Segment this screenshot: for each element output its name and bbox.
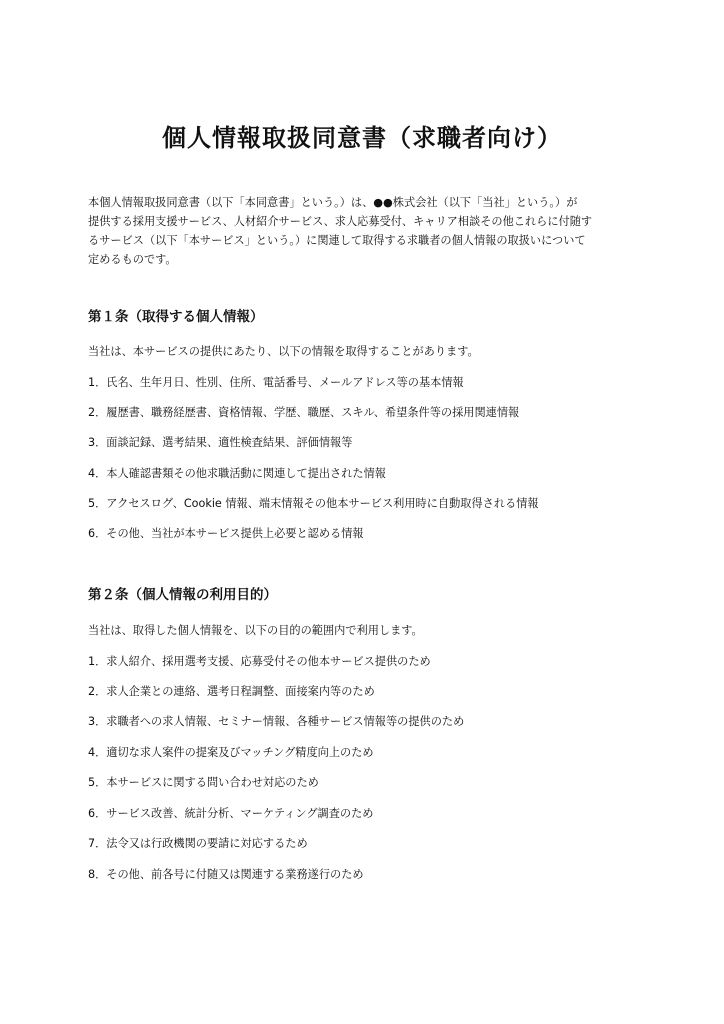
intro-paragraph bbox=[88, 193, 640, 269]
section-1-item: 4．本人確認書類その他求職活動に関連して提出された情報 bbox=[88, 467, 386, 480]
section-2-lead: 当社は、取得した個人情報を、以下の目的の範囲内で利用します。 bbox=[88, 624, 423, 637]
section-2-item: 2．求人企業との連絡、選考日程調整、面接案内等のため bbox=[88, 685, 375, 698]
section-1-lead: 当社は、本サービスの提供にあたり、以下の情報を取得することがあります。 bbox=[88, 345, 479, 358]
section-1-item: 6．その他、当社が本サービス提供上必要と認める情報 bbox=[88, 527, 364, 540]
section-1-item: 5．アクセスログ、Cookie 情報、端末情報その他本サービス利用時に自動取得される情報 bbox=[88, 497, 539, 510]
section-2-item: 1．求人紹介、採用選考支援、応募受付その他本サービス提供のため bbox=[88, 655, 431, 668]
section-2-item: 7．法令又は行政機関の要請に対応するため bbox=[88, 837, 308, 850]
intro-line: るサービス（以下「本サービス」という。）に関連して取得する求職者の個人情報の取扱いについて bbox=[88, 234, 586, 247]
document-title: 個人情報取扱同意書（求職者向け） bbox=[162, 124, 562, 152]
section-2-item: 4．適切な求人案件の提案及びマッチング精度向上のため bbox=[88, 746, 374, 759]
intro-line: 本個人情報取扱同意書（以下「本同意書」という。）は、●●株式会社（以下「当社」という。）が bbox=[88, 196, 578, 209]
intro-line: 定めるものです。 bbox=[88, 253, 177, 266]
section-2-item: 8．その他、前各号に付随又は関連する業務遂行のため bbox=[88, 868, 364, 881]
section-1-item: 1．氏名、生年月日、性別、住所、電話番号、メールアドレス等の基本情報 bbox=[88, 376, 464, 389]
section-1-item: 3．面談記録、選考結果、適性検査結果、評価情報等 bbox=[88, 436, 353, 449]
section-2-item: 3．求職者への求人情報、セミナー情報、各種サービス情報等の提供のため bbox=[88, 715, 465, 728]
section-2-item: 6．サービス改善、統計分析、マーケティング調査のため bbox=[88, 807, 374, 820]
section-1-heading: 第１条（取得する個人情報） bbox=[88, 309, 264, 325]
section-2-heading: 第２条（個人情報の利用目的） bbox=[88, 587, 277, 603]
intro-line: 提供する採用支援サービス、人材紹介サービス、求人応募受付、キャリア相談その他これらに付随す bbox=[88, 215, 593, 228]
section-2-item: 5．本サービスに関する問い合わせ対応のため bbox=[88, 776, 319, 789]
section-1-item: 2．履歴書、職務経歴書、資格情報、学歴、職歴、スキル、希望条件等の採用関連情報 bbox=[88, 406, 520, 419]
